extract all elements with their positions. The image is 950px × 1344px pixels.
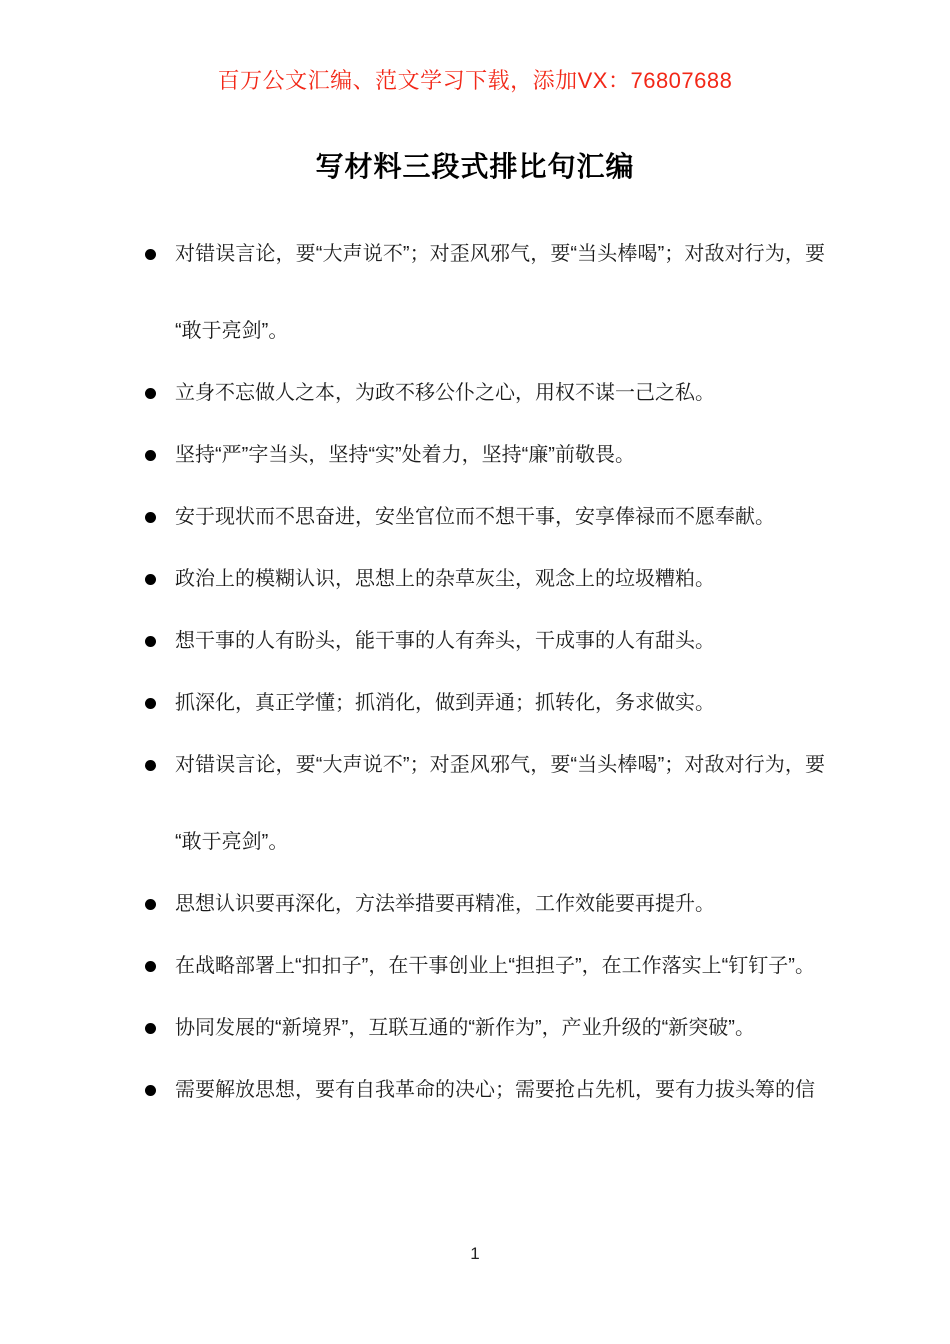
list-item-text: 安于现状而不思奋进，安坐官位而不想干事，安享俸禄而不愿奉献。 [175,506,775,528]
list-item-text: 协同发展的“新境界”，互联互通的“新作为”，产业升级的“新突破”。 [175,1017,755,1039]
bullet-icon [145,574,156,585]
list-item [175,727,825,881]
list-item [175,1052,825,1129]
list-item-text: 思想认识要再深化，方法举措要再精准，工作效能要再提升。 [175,893,715,915]
header-notice: 百万公文汇编、范文学习下载，添加VX：76807688 [217,68,733,93]
page-number: 1 [470,1244,480,1263]
list-item-text: 政治上的模糊认识，思想上的杂草灰尘，观念上的垃圾糟粕。 [175,568,715,590]
bullet-icon [145,698,156,709]
bullet-icon [145,1085,156,1096]
bullet-icon [145,512,156,523]
list-item-text: 需要解放思想，要有自我革命的决心；需要抢占先机，要有力拔头筹的信 [175,1079,815,1101]
bullet-icon [145,1023,156,1034]
list-item-text: 抓深化，真正学懂；抓消化，做到弄通；抓转化，务求做实。 [175,692,715,714]
list-item-text: 想干事的人有盼头，能干事的人有奔头，干成事的人有甜头。 [175,630,715,652]
bullet-icon [145,961,156,972]
list-item-text: 对错误言论，要“大声说不”；对歪风邪气，要“当头棒喝”；对敌对行为，要“敢于亮剑”。 [175,754,825,853]
list-item-text: 在战略部署上“扣扣子”，在干事创业上“担担子”，在工作落实上“钉钉子”。 [175,955,815,977]
list-item [175,216,825,370]
bullet-icon [145,249,156,260]
bullet-icon [145,636,156,647]
bullet-icon [145,450,156,461]
bullet-icon [145,899,156,910]
bullet-list [175,216,825,1129]
bullet-icon [145,388,156,399]
page-title: 写材料三段式排比句汇编 [315,150,635,182]
bullet-icon [145,760,156,771]
list-item-text: 立身不忘做人之本，为政不移公仆之心，用权不谋一己之私。 [175,382,715,404]
list-item-text: 坚持“严”字当头，坚持“实”处着力，坚持“廉”前敬畏。 [175,444,635,466]
list-item-text: 对错误言论，要“大声说不”；对歪风邪气，要“当头棒喝”；对敌对行为，要“敢于亮剑”。 [175,243,825,342]
